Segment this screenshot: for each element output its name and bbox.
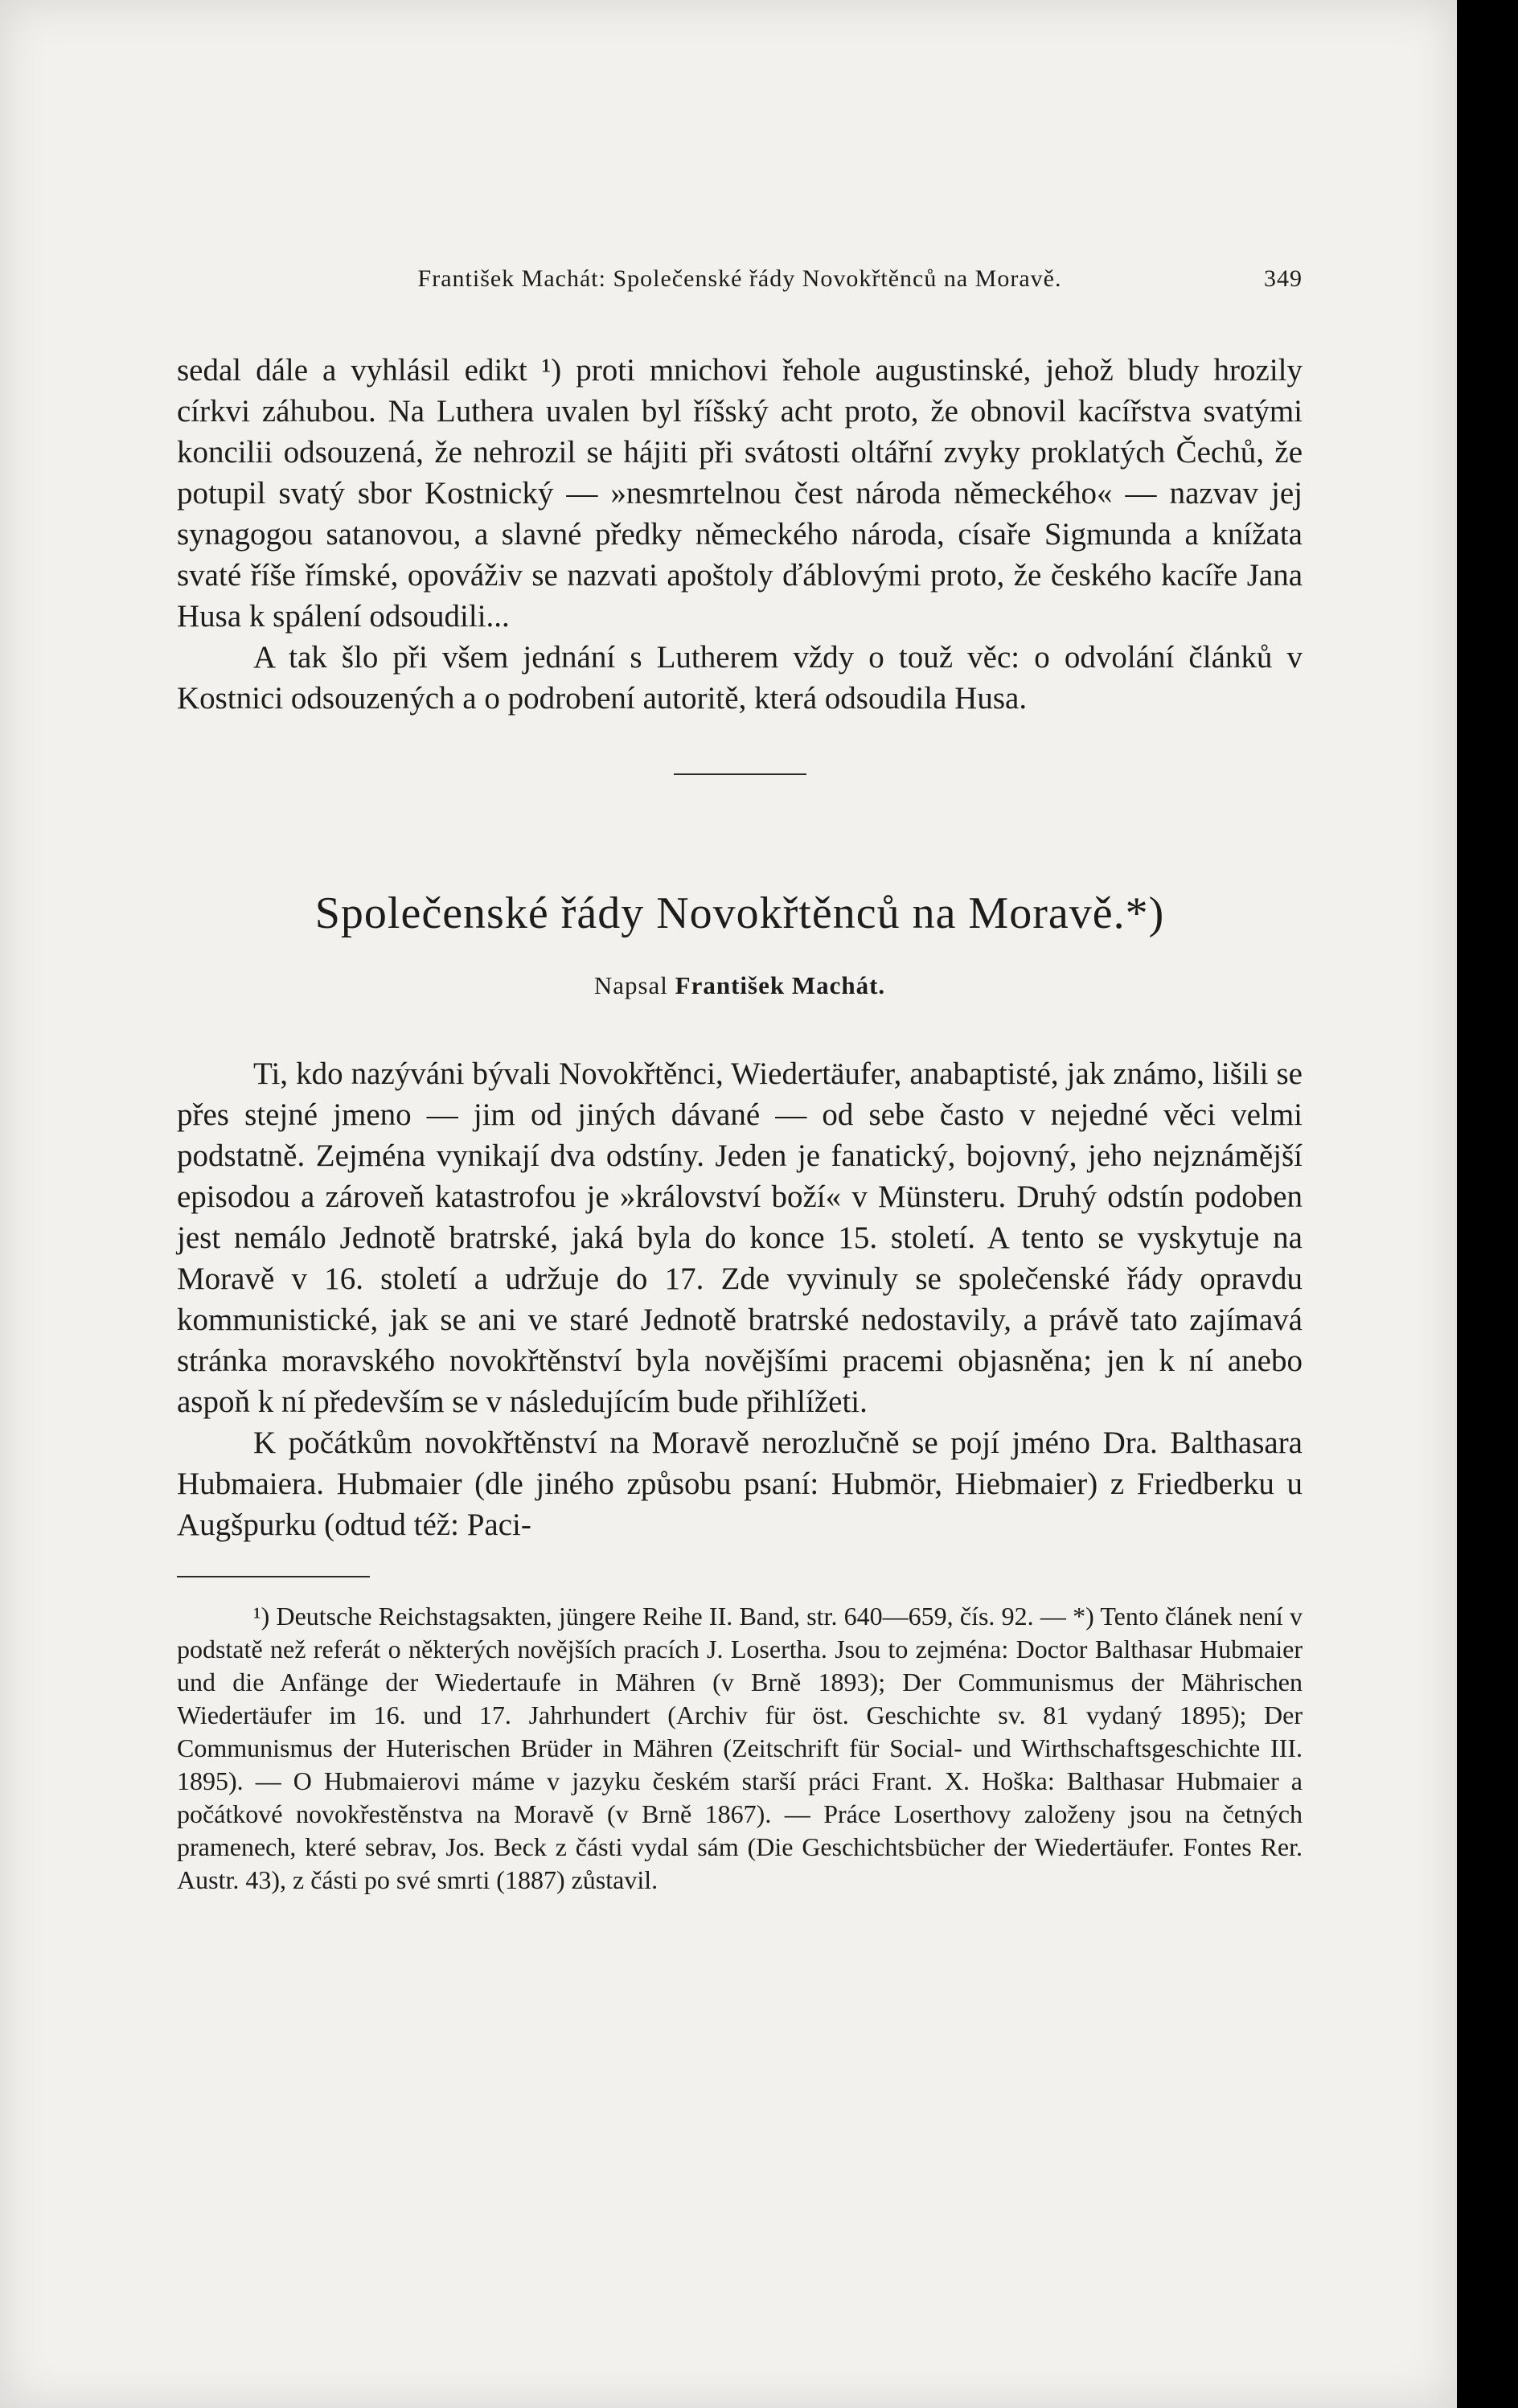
byline <box>177 971 1303 1000</box>
running-head-title: František Machát: Společenské řády Novokřtěnců na Moravě. <box>417 265 1062 292</box>
article-title: Společenské řády Novokřtěnců na Moravě.*) <box>314 888 1165 938</box>
page-number: 349 <box>1264 265 1303 292</box>
previous-article-paragraph: A tak šlo při všem jednání s Lutherem vždy o touž věc: o odvolání článků v Kostnici odsouzených a o podrobení autoritě, která odsoudila Husa. <box>177 640 1303 716</box>
previous-article-paragraph: sedal dále a vyhlásil edikt ¹) proti mnichovi řehole augustinské, jehož bludy hrozily církvi záhubou. Na Luthera uvalen byl říšský acht proto, že obnovil kacířstva svatými koncilii odsouzená, že nehrozil se hájiti při svátosti oltářní zvyky proklatých Čechů, že potupil svatý sbor Kostnický — »nesmrtelnou čest národa německého« — nazvav jej synagogou satanovou, a slavné předky německého národa, císaře Sigmunda a knížata svaté říše římské, opováživ se nazvati apoštoly ďáblovými proto, že českého kacíře Jana Husa k spálení odsoudili... <box>177 353 1303 634</box>
article-paragraph: K počátkům novokřtěnství na Moravě nerozlučně se pojí jméno Dra. Balthasara Hubmaiera. Hubmaier (dle jiného způsobu psaní: Hubmör, Hiebmaier) z Friedberku u Augšpurku (odtud též: Paci- <box>177 1426 1303 1542</box>
footnote-2: — *) Tento článek není v podstatě než referát o některých novějších pracích J. Loserthа. Jsou to zejména: Doctor Balthasar Hubmaier und die Anfänge der Wiedertaufe in Mähren (v Brně 1893); Der Communismus der Mährischen Wiedertäufer im 16. und 17. Jahrhundert (Archiv für öst. Geschichte sv. 81 vydaný 1895); Der Communismus der Huterischen Brüder in Mähren (Zeitschrift für Social- und Wirthschaftsgeschichte III. 1895). — O Hubmaierovi máme v jazyku českém starší práci Frant. X. Hoška: Balthasar Hubmaier a počátkové novokřestěnstva na Moravě (v Brně 1867). — Práce Loserthovy založeny jsou na četných pramenech, které sebrav, Jos. Beck z části vydal sám (Die Geschichtsbücher der Wiedertäufer. Fontes Rer. Austr. 43), z části po své smrti (1887) zůstavil. <box>177 1602 1303 1894</box>
section-divider <box>674 773 806 775</box>
footnote-1: ¹) Deutsche Reichstagsakten, jüngere Reihe II. Band, str. 640—659, čís. 92. <box>253 1602 1034 1631</box>
author-name: František Machát. <box>675 971 886 999</box>
page-content <box>177 265 1303 1897</box>
footnote-divider <box>177 1576 370 1577</box>
article-paragraph: Ti, kdo nazýváni bývali Novokřtěnci, Wiedertäufer, anabaptisté, jak známo, lišili se přes stejné jmeno — jim od jiných dávané — od sebe často v nejedné věci velmi podstatně. Zejména vynikají dva odstíny. Jeden je fanatický, bojovný, jeho nejznámější episodou a zároveň katastrofou je »království boží« v Münsteru. Druhý odstín podoben jest nemálo Jednotě bratrské, jaká byla do konce 15. století. A tento se vyskytuje na Moravě v 16. století a udržuje do 17. Zde vyvinuly se společenské řády opravdu kommunistické, jak se ani ve staré Jednotě bratrské nedostavily, a právě tato zajímavá stránka moravského novokřtěnství byla novějšími pracemi objasněna; jen k ní anebo aspoň k ní především se v následujícím bude přihlížeti. <box>177 1056 1303 1419</box>
footnote <box>177 1600 1303 1897</box>
byline-prefix: Napsal <box>593 971 668 999</box>
running-head <box>177 265 1303 306</box>
